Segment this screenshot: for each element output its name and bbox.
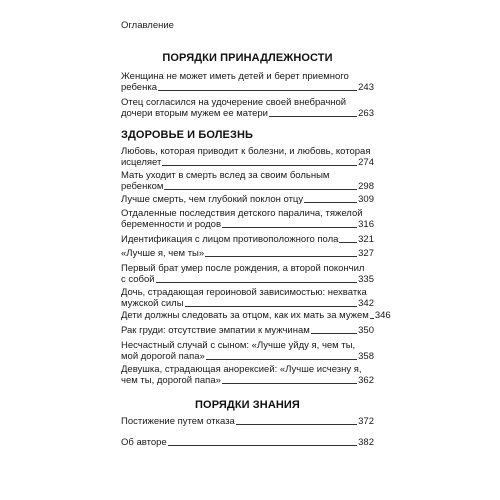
toc-entry-text: с собой	[121, 274, 155, 285]
toc-entry[interactable]	[121, 287, 374, 309]
toc-entry-text: Постижение путем отказа	[121, 416, 235, 427]
toc-entry-text: дочери вторым мужем ее матери	[121, 108, 268, 119]
dot-leader	[339, 242, 357, 243]
toc-entry[interactable]	[121, 340, 374, 362]
toc-entry[interactable]	[121, 325, 374, 336]
toc-entry[interactable]	[121, 248, 374, 259]
dot-leader	[164, 189, 357, 190]
page-number: 243	[358, 82, 374, 93]
toc-entry[interactable]	[121, 71, 374, 93]
toc-entry-text: беременности и родов	[121, 219, 222, 230]
toc-entry[interactable]	[121, 194, 374, 205]
toc-entry-text: мой дорогой папа»	[121, 351, 205, 362]
page-number: 350	[358, 325, 374, 336]
toc-entry-text: чем ты, дорогой папа»	[121, 375, 221, 386]
page-number: 263	[358, 108, 374, 119]
toc-entry-text: Первый брат умер после рождения, а второй покончил	[121, 263, 365, 274]
dot-leader	[206, 359, 357, 360]
toc-entry-text: Женщина не может иметь детей и берет приемного	[121, 71, 349, 82]
toc-entry-text: Отдаленные последствия детского паралича, тяжелой	[121, 208, 363, 219]
toc-entry-about-author[interactable]	[121, 437, 374, 448]
toc-entry-text: Дочь, страдающая героиновой зависимостью: нехватка	[121, 287, 367, 298]
toc-entry[interactable]	[121, 146, 374, 168]
dot-leader	[185, 306, 358, 307]
section-title: ЗДОРОВЬЕ И БОЛЕЗНЬ	[121, 129, 254, 141]
dot-leader	[168, 445, 357, 446]
toc-entry[interactable]	[121, 364, 374, 386]
toc-entry[interactable]	[121, 310, 391, 321]
toc-entry-text: Об авторе	[121, 437, 167, 448]
running-head: Оглавление	[121, 20, 174, 31]
page-number: 274	[358, 157, 374, 168]
page-number: 316	[358, 219, 374, 230]
toc-entry[interactable]	[121, 416, 374, 427]
dot-leader	[222, 383, 357, 384]
dot-leader	[370, 318, 374, 319]
toc-entry-text: «Лучше я, чем ты»	[121, 248, 205, 259]
page-number: 335	[358, 274, 374, 285]
dot-leader	[304, 202, 357, 203]
dot-leader	[311, 333, 357, 334]
toc-entry[interactable]	[121, 170, 374, 192]
dot-leader	[269, 116, 357, 117]
page-number: 298	[358, 181, 374, 192]
page-number: 309	[358, 194, 374, 205]
section-title: ПОРЯДКИ ПРИНАДЛЕЖНОСТИ	[162, 52, 333, 64]
page-number: 346	[374, 310, 391, 321]
toc-entry-text: мужской силы	[121, 298, 184, 309]
page-number: 382	[358, 437, 374, 448]
toc-entry[interactable]	[121, 97, 374, 119]
toc-entry-text: Отец согласился на удочерение своей внебрачной	[121, 97, 347, 108]
section-title: ПОРЯДКИ ЗНАНИЯ	[195, 399, 300, 411]
dot-leader	[158, 90, 357, 91]
page-number: 321	[358, 234, 374, 245]
page-number: 327	[358, 248, 374, 259]
dot-leader	[205, 256, 357, 257]
dot-leader	[222, 227, 357, 228]
page-number: 358	[358, 351, 374, 362]
toc-entry[interactable]	[121, 263, 374, 285]
toc-entry-text: Идентификация с лицом противоположного пола	[121, 234, 339, 245]
dot-leader	[236, 424, 357, 425]
toc-entry-text: Мать уходит в смерть вслед за своим больным	[121, 170, 330, 181]
toc-entry-text: ребенка	[121, 82, 157, 93]
toc-entry-text: Лучше смерть, чем глубокий поклон отцу	[121, 194, 304, 205]
toc-entry[interactable]	[121, 234, 374, 245]
page-number: 362	[358, 375, 374, 386]
page-number: 342	[358, 298, 374, 309]
toc-entry-text: Рак груди: отсутствие эмпатии к мужчинам	[121, 325, 310, 336]
toc-entry-text: исцеляет	[121, 157, 162, 168]
toc-entry-text: Дети должны следовать за отцом, как их мать за мужем	[121, 310, 369, 321]
toc-entry-text: Любовь, которая приводит к болезни, и любовь, которая	[121, 146, 371, 157]
page-number: 372	[358, 416, 374, 427]
toc-entry-text: ребенком	[121, 181, 164, 192]
toc-entry[interactable]	[121, 208, 374, 230]
dot-leader	[162, 165, 357, 166]
toc-entry-text: Несчастный случай с сыном: «Лучше уйду я, чем ты,	[121, 340, 356, 351]
dot-leader	[156, 282, 358, 283]
toc-entry-text: Девушка, страдающая анорексией: «Лучше исчезну я,	[121, 364, 362, 375]
